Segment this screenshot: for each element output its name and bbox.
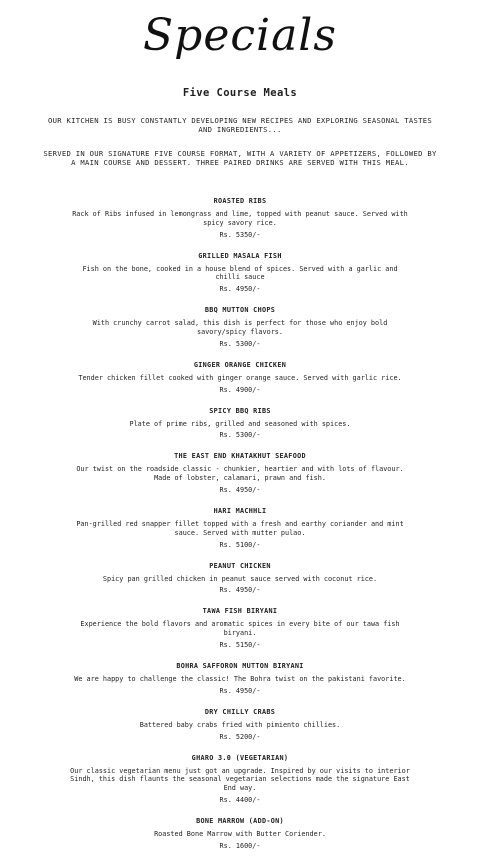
menu-item-description: Tender chicken fillet cooked with ginger orange sauce. Served with garlic rice. [78, 373, 402, 382]
menu-item-price: Rs. 4950/- [219, 586, 261, 595]
menu-item [70, 452, 410, 495]
menu-item-description: Rack of Ribs infused in lemongrass and lime, topped with peanut sauce. Served with spicy savory rice. [72, 210, 408, 227]
menu-item-price: Rs. 1600/- [219, 841, 261, 850]
menu-item-name: GRILLED MASALA FISH [198, 251, 282, 260]
menu-item-description: Our classic vegetarian menu just got an upgrade. Inspired by our visits to interior Sindh, this dish flaunts the seasonal vegetarian selections made the signature East End way. [70, 766, 410, 793]
menu-item-name: DRY CHILLY CRABS [204, 707, 276, 716]
menu-item-price: Rs. 5100/- [219, 540, 261, 549]
menu-item [70, 361, 410, 395]
menu-item-price: Rs. 5200/- [219, 732, 261, 741]
menu-item [70, 507, 410, 550]
menu-item-name: ROASTED RIBS [213, 197, 267, 205]
menu-item [70, 754, 410, 805]
menu-item-name: GHARO 3.0 (VEGETARIAN) [191, 753, 289, 762]
menu-item-description: Fish on the bone, cooked in a house blend of spices. Served with a garlic and chilli sauce [82, 264, 398, 282]
menu-item-description: Roasted Bone Marrow with Butter Coriender. [154, 829, 326, 838]
page-title: Specials [143, 10, 337, 61]
menu-item-name: HARI MACHHLI [213, 506, 267, 515]
menu-item-price: Rs. 5300/- [219, 431, 261, 440]
menu-item-price: Rs. 4400/- [219, 795, 261, 804]
menu-item-description: Plate of prime ribs, grilled and seasoned with spices. [129, 419, 351, 428]
menu-item-description: Pan-grilled red snapper fillet topped with a fresh and earthy coriander and mint sauce. Served with mutter pulao. [76, 519, 404, 537]
menu-item [70, 306, 410, 349]
menu-item-name: BONE MARROW (ADD-ON) [196, 816, 284, 825]
menu-item-name: BOHRA SAFFORON MUTTON BIRYANI [176, 661, 304, 670]
menu-item [70, 607, 410, 650]
menu-item [70, 662, 410, 696]
menu-item-price: Rs. 5300/- [219, 339, 261, 348]
menu-item-name: THE EAST END KHATAKHUT SEAFOOD [174, 452, 306, 461]
menu-item-description: We are happy to challenge the classic! The Bohra twist on the pakistani favorite. [74, 674, 406, 683]
menu-item [70, 708, 410, 742]
menu-item-description: Our twist on the roadside classic - chunkier, heartier and with lots of flavour. Made of lobster, calamari, prawn and fish. [76, 465, 404, 483]
menu-item-name: SPICY BBQ RIBS [209, 406, 271, 415]
menu-item [70, 252, 410, 295]
menu-item-description: Spicy pan grilled chicken in peanut sauce served with coconut rice. [102, 574, 378, 583]
menu-item-price: Rs. 5150/- [219, 640, 261, 649]
menu-item-description: With crunchy carrot salad, this dish is perfect for those who enjoy bold savory/spicy flavors. [92, 319, 388, 336]
serving-info-text: SERVED IN OUR SIGNATURE FIVE COURSE FORMAT, WITH A VARIETY OF APPETIZERS, FOLLOWED BY A MAIN COURSE AND DESSERT. THREE PAIRED DRINKS ARE SERVED WITH THIS MEAL. [43, 149, 437, 168]
menu-item [70, 817, 410, 851]
intro-text: OUR KITCHEN IS BUSY CONSTANTLY DEVELOPING NEW RECIPES AND EXPLORING SEASONAL TASTES AND INGREDIENTS... [47, 116, 433, 135]
menu-item-description: Experience the bold flavors and aromatic spices in every bite of our tawa fish biryani. [80, 620, 400, 638]
menu-item-price: Rs. 4950/- [219, 686, 261, 695]
menu-item [70, 562, 410, 596]
menu-item-name: PEANUT CHICKEN [209, 561, 271, 570]
menu-item-name: TAWA FISH BIRYANI [202, 607, 278, 616]
section-subtitle: Five Course Meals [182, 87, 298, 99]
menu-item-price: Rs. 4950/- [219, 285, 261, 294]
menu-item-price: Rs. 5350/- [219, 230, 261, 239]
menu-item-name: GINGER ORANGE CHICKEN [193, 360, 287, 369]
menu-item-price: Rs. 4950/- [219, 485, 261, 494]
menu-list [70, 197, 410, 863]
menu-item-name: BBQ MUTTON CHOPS [204, 306, 276, 315]
menu-item-description: Battered baby crabs fried with pimiento chillies. [139, 720, 341, 729]
menu-item [70, 407, 410, 441]
menu-item-price: Rs. 4900/- [219, 385, 261, 394]
menu-item [70, 197, 410, 240]
